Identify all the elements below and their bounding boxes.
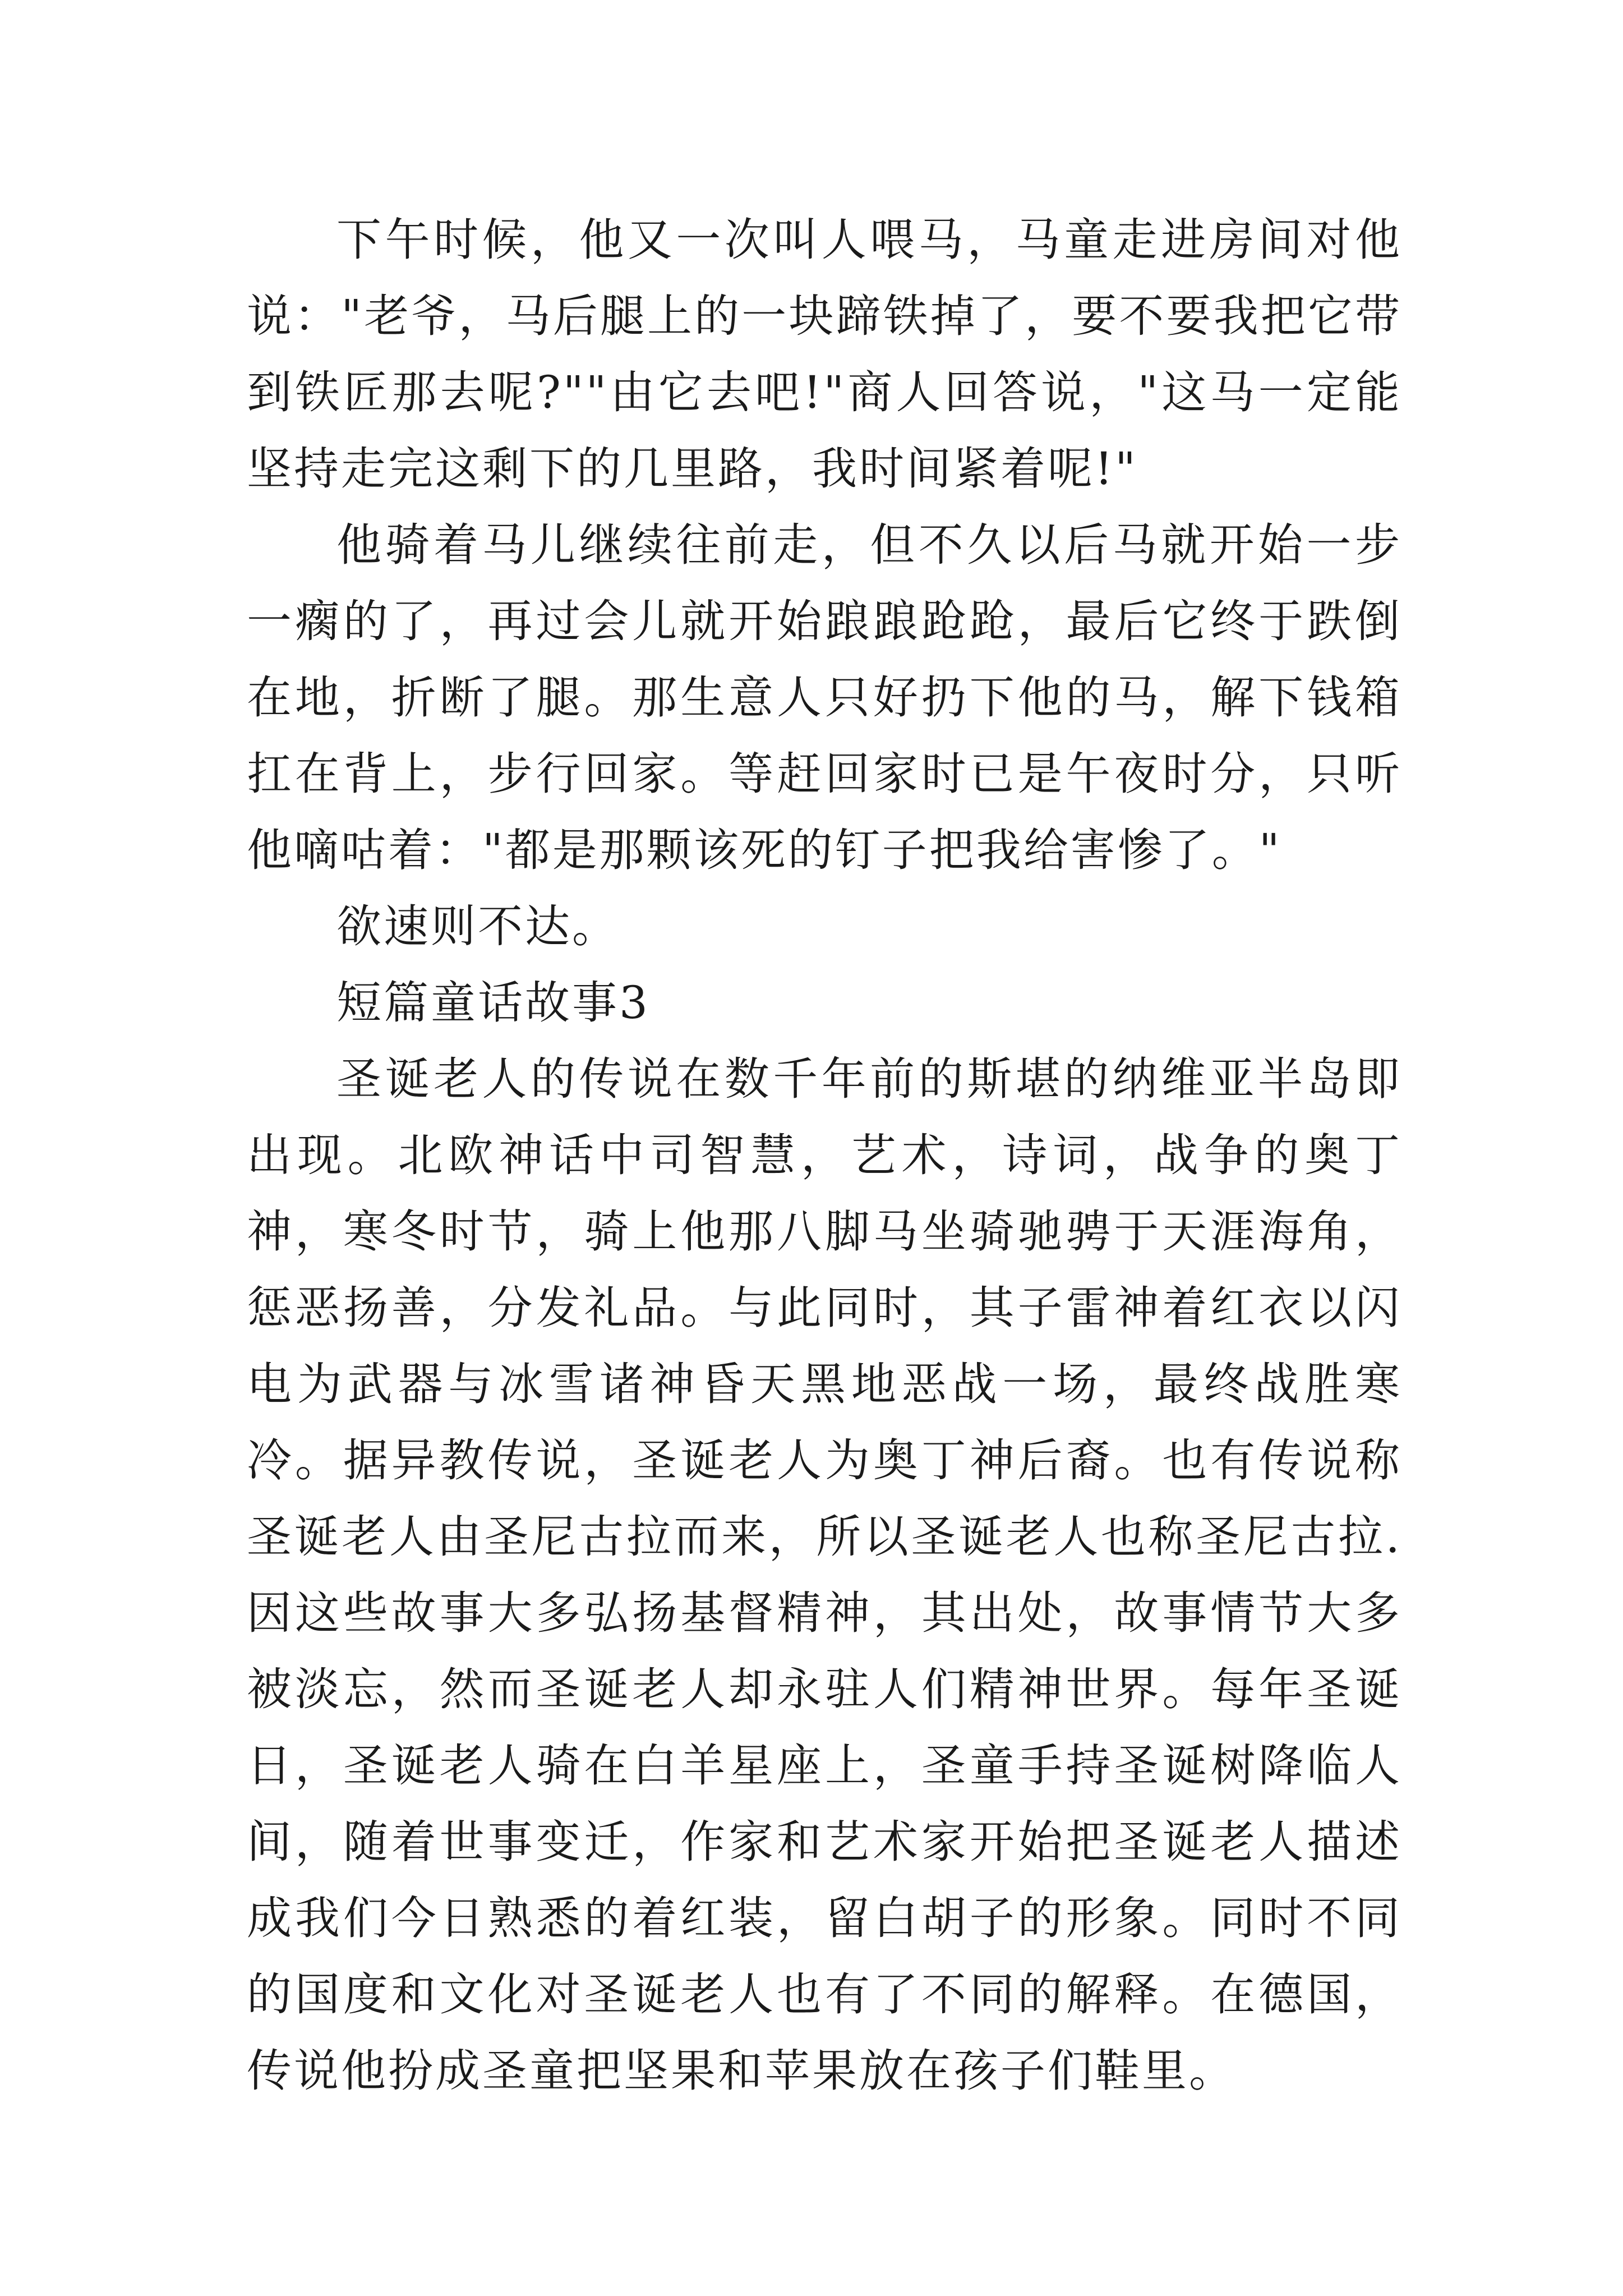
paragraph-santa-legend: 圣诞老人的传说在数千年前的斯堪的纳维亚半岛即出现。北欧神话中司智慧，艺术，诗词，战争的奥丁神，寒冬时节，骑上他那八脚马坐骑驰骋于天涯海角，惩恶扬善，分发礼品。与此同时，其子雷神着红衣以闪电为武器与冰雪诸神昏天黑地恶战一场，最终战胜寒冷。据异教传说，圣诞老人为奥丁神后裔。也有传说称圣诞老人由圣尼古拉而来，所以圣诞老人也称圣尼古拉.因这些故事大多弘扬基督精神，其出处，故事情节大多被淡忘，然而圣诞老人却永驻人们精神世界。每年圣诞日，圣诞老人骑在白羊星座上，圣童手持圣诞树降临人间，随着世事变迁，作家和艺术家开始把圣诞老人描述成我们今日熟悉的着红装，留白胡子的形象。同时不同的国度和文化对圣诞老人也有了不同的解释。在德国，传说他扮成圣童把坚果和苹果放在孩子们鞋里。 xyxy=(247,1053,1402,2097)
paragraph-horse-falls: 他骑着马儿继续往前走，但不久以后马就开始一步一瘸的了，再过会儿就开始踉踉跄跄，最后它终于跌倒在地，折断了腿。那生意人只好扔下他的马，解下钱箱扛在背上，步行回家。等赶回家时已是午夜时分，只听他嘀咕着："都是那颗该死的钉子把我给害惨了。" xyxy=(247,519,1402,876)
paragraph-moral: 欲速则不达。 xyxy=(336,900,619,953)
section-heading: 短篇童话故事3 xyxy=(336,977,650,1029)
document-body xyxy=(247,202,1402,2109)
paragraph-horse-shoe: 下午时候，他又一次叫人喂马，马童走进房间对他说："老爷，马后腿上的一块蹄铁掉了，要不要我把它带到铁匠那去呢?""由它去吧!"商人回答说，"这马一定能坚持走完这剩下的几里路，我时间紧着呢!" xyxy=(247,214,1402,495)
